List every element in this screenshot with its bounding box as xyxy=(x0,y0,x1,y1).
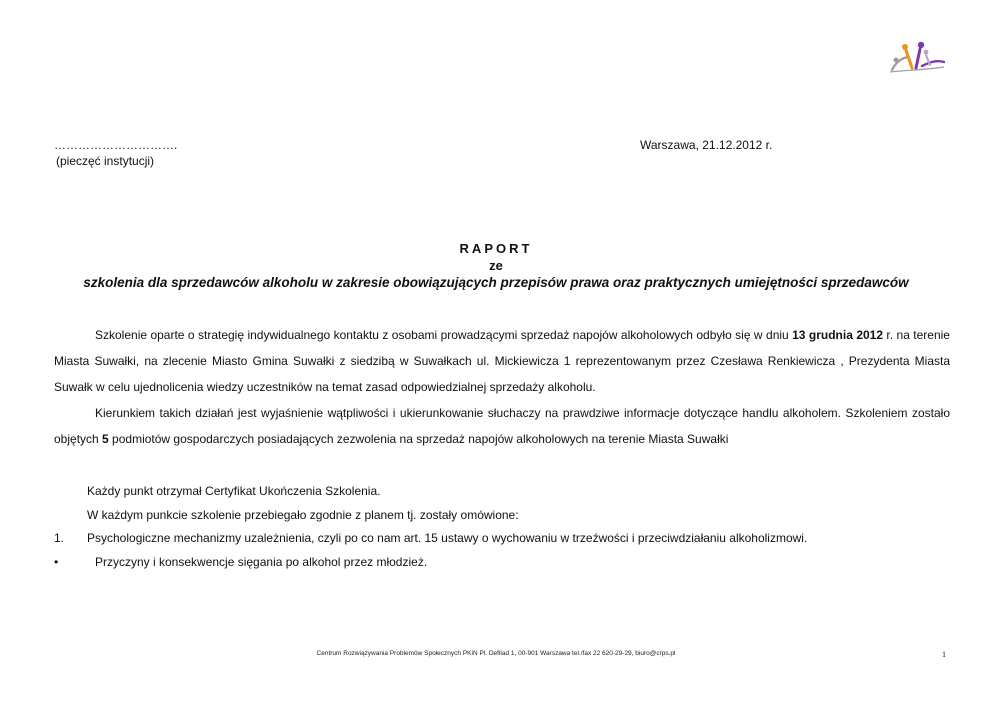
topic-text: Przyczyny i konsekwencje sięgania po alkohol przez młodzież. xyxy=(95,554,428,569)
page-footer: Centrum Rozwiązywania Problemów Społecznych PKiN Pl. Defilad 1, 00-901 Warszawa tel./fax 22 620-29-29, biuro@crps.pl xyxy=(316,650,676,657)
institution-stamp-block xyxy=(54,137,177,169)
document-date: Warszawa, 21.12.2012 r. xyxy=(640,138,773,152)
list-number: 1. xyxy=(54,531,65,545)
paragraph-text: r. na terenie Miasta Suwałki, na zlecenie Miasto Gmina Suwałki z siedzibą w Suwałkach ul. Mickiewicza 1 reprezentowanym przez Czesława Renkiewicza , Prezydenta Miasta Suwałk w celu ujednolicenia wiedzy uczestników na temat zasad odpowiedzialnej sprzedaży alkoholu. xyxy=(54,328,950,394)
list-item xyxy=(54,480,950,504)
list-item xyxy=(54,504,950,528)
report-title-block xyxy=(0,240,992,292)
stamp-label: (pieczęć instytucji) xyxy=(56,154,155,168)
report-title-connector: ze xyxy=(489,258,503,273)
paragraph-training-info xyxy=(54,322,950,400)
topic-text: Psychologiczne mechanizmy uzależnienia, czyli po co nam art. 15 ustawy o wychowaniu w trzeźwości i przeciwdziałaniu alkoholizmowi. xyxy=(87,531,808,545)
report-subtitle: szkolenia dla sprzedawców alkoholu w zakresie obowiązujących przepisów prawa oraz praktycznych umiejętności sprzedawców xyxy=(83,275,909,290)
entity-count: 5 xyxy=(102,432,109,446)
report-title: RAPORT xyxy=(459,241,533,256)
paragraph-text: Szkolenie oparte o strategię indywidualnego kontaktu z osobami prowadzącymi sprzedaż napojów alkoholowych odbyło się w dniu xyxy=(95,328,793,342)
paragraph-text: podmiotów gospodarczych posiadających zezwolenia na sprzedaż napojów alkoholowych na terenie Miasta Suwałki xyxy=(108,432,729,446)
paragraph-text: Kierunkiem takich działań jest wyjaśnienie wątpliwości i ukierunkowanie słuchaczy na prawdziwe informacje dotyczące handlu alkoholem. Szkoleniem zostało objętych xyxy=(54,406,950,446)
page-number: 1 xyxy=(942,650,946,659)
certificate-line: Każdy punkt otrzymał Certyfikat Ukończenia Szkolenia. xyxy=(87,484,381,498)
list-item xyxy=(54,527,950,551)
organization-logo-icon xyxy=(886,40,948,78)
bullet-icon: • xyxy=(54,554,59,569)
report-body xyxy=(54,322,950,452)
training-topics-section xyxy=(54,480,950,574)
list-item xyxy=(54,551,950,575)
stamp-dots: …………………………. xyxy=(54,138,178,152)
training-date: 13 grudnia 2012 xyxy=(792,328,884,342)
paragraph-training-scope xyxy=(54,400,950,452)
plan-line: W każdym punkcie szkolenie przebiegało zgodnie z planem tj. zostały omówione: xyxy=(87,507,519,522)
